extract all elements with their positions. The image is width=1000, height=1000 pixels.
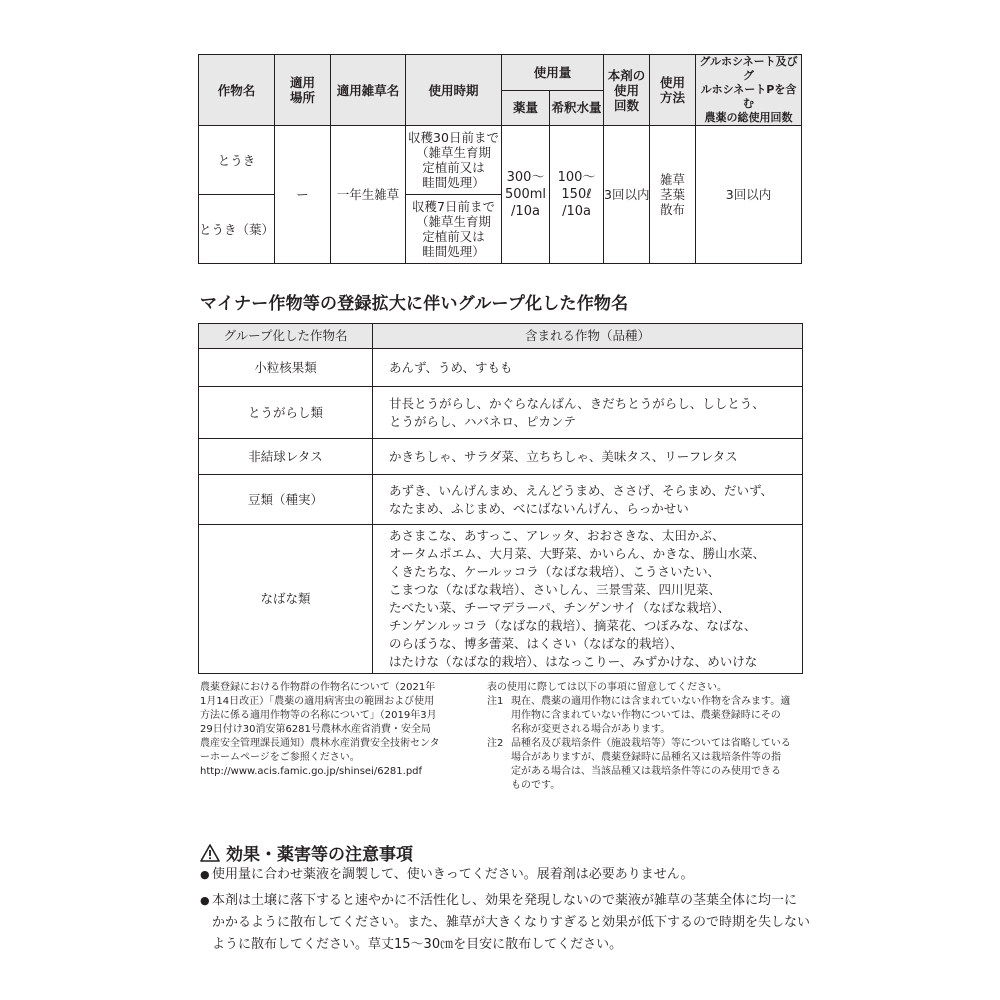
- warning-triangle-icon: [200, 844, 220, 862]
- footnote-reference-text: 農薬登録における作物群の作物名について（2021年 1月14日改正）「農薬の適用病害虫の範囲および使用 方法に係る適用作物等の名称について」（2019年3月 29日付け30消安第6281号農林水産省消費・安全局 農産安全管理課長通知）農林水産消費安全技術センタ ーホームページをご参照ください。 http://www.acis.famic.go.jp/shinsei/6281.pdf: [200, 682, 440, 777]
- dilution-text: 100～ 150ℓ /10a: [557, 170, 596, 219]
- header-count: [604, 55, 650, 126]
- warning-list: [200, 864, 820, 956]
- header-crop: 作物名: [199, 55, 275, 126]
- timing-cell: [406, 195, 502, 264]
- group-crops: [373, 439, 803, 475]
- group-crops-text: かきちしゃ、サラダ菜、立ちちしゃ、美味タス、リーフレタス: [389, 448, 738, 464]
- header-place: [275, 55, 331, 126]
- group-name: なばな類: [199, 525, 373, 674]
- group-name: 小粒核果類: [199, 349, 373, 387]
- group-crops-text: あずき、いんげんまめ、えんどうまめ、ささげ、そらまめ、だいず、 なたまめ、ふじまめ、べにばないんげん、らっかせい: [389, 482, 774, 516]
- group-name: 豆類（種実）: [199, 475, 373, 525]
- footnote-note: [487, 695, 807, 737]
- method-cell: [650, 126, 696, 264]
- note-text: 現在、農薬の適用作物には含まれていない作物を含みます。適 用作物に含まれていない作物については、農薬登録時にその 名称が変更される場合があります。: [511, 696, 791, 735]
- header-dilution: 希釈水量: [550, 90, 604, 126]
- footnote-intro: 表の使用に際しては以下の事項に留意してください。: [487, 682, 727, 693]
- note-text: 品種名及び栽培条件（施設栽培等）等については省略している 場合がありますが、農薬登録時に品種名又は栽培条件等の指 定がある場合は、当該品種又は栽培条件等にのみ使用できる ものです。: [511, 738, 791, 791]
- group-crops-text: あんず、うめ、すもも: [389, 359, 513, 375]
- footnote-note: [487, 737, 807, 793]
- footnote-notes: [487, 681, 807, 793]
- total-cell: 3回以内: [696, 126, 802, 264]
- method-text: 雑草 茎葉 散布: [660, 172, 686, 217]
- group-name: とうがらし類: [199, 387, 373, 439]
- warning-heading: [200, 840, 413, 865]
- crop-cell: とうき（葉）: [199, 195, 275, 264]
- application-table: [198, 54, 802, 264]
- warning-title: 効果・薬害等の注意事項: [226, 845, 413, 865]
- header-usage: 使用量: [502, 55, 604, 91]
- warning-item: [200, 864, 820, 886]
- chem-amount-cell: [502, 126, 550, 264]
- header-chem-amount: 薬量: [502, 90, 550, 126]
- header-count-text: 本剤の 使用 回数: [607, 67, 646, 113]
- bullet-icon: ●: [200, 868, 210, 881]
- header-place-text: 適用 場所: [289, 75, 315, 105]
- crop-cell: とうき: [199, 126, 275, 195]
- header-group: グループ化した作物名: [199, 324, 373, 349]
- group-crops: [373, 349, 803, 387]
- group-crops: [373, 475, 803, 525]
- bullet-icon: ●: [200, 894, 210, 907]
- warning-item: [200, 890, 820, 956]
- header-total: [696, 55, 802, 126]
- place-cell: ー: [275, 126, 331, 264]
- header-method: [650, 55, 696, 126]
- weeds-cell: 一年生雑草: [331, 126, 406, 264]
- timing-text: 収穫7日前まで （雑草生育期 定植前又は 畦間処理）: [412, 199, 495, 259]
- group-crops: [373, 387, 803, 439]
- note-label: 注1: [487, 696, 504, 707]
- section-title: マイナー作物等の登録拡大に伴いグループ化した作物名: [200, 294, 629, 314]
- header-timing: 使用時期: [406, 55, 502, 126]
- group-crops: [373, 525, 803, 674]
- header-method-text: 使用 方法: [660, 75, 686, 105]
- header-total-text: グルホシネート及びグ ルホシネートPを含む 農薬の総使用回数: [699, 55, 798, 124]
- group-crops-text: 甘長とうがらし、かぐらなんばん、きだちとうがらし、ししとう、 とうがらし、ハバネロ、ピカンテ: [389, 395, 765, 429]
- warning-item-text: 使用量に合わせ薬液を調製して、使いきってください。展着剤は必要ありません。: [212, 867, 694, 882]
- header-crops: 含まれる作物（品種）: [373, 324, 803, 349]
- count-cell: 3回以内: [604, 126, 650, 264]
- note-label: 注2: [487, 738, 504, 749]
- chem-amount-text: 300～ 500ml /10a: [504, 170, 547, 219]
- timing-text: 収穫30日前まで （雑草生育期 定植前又は 畦間処理）: [408, 130, 499, 190]
- dilution-cell: [550, 126, 604, 264]
- footnote-reference: [200, 681, 470, 779]
- group-crops-text: あさまこな、あすっこ、アレッタ、おおさきな、太田かぶ、 オータムポエム、大月菜、大野菜、かいらん、かきな、勝山水菜、 くきたちな、ケールッコラ（なばな栽培）、こうさいたい、 こまつな（なばな栽培）、さいしん、三景雪菜、四川児菜、 たべたい菜、チーマデラーパ、チンゲンサイ（なばな栽培）、 チンゲンルッコラ（なばな的栽培）、摘菜花、つぼみな、なばな、 のらぼうな、博多蕾菜、はくさい（なばな的栽培）、 はたけな（なばな的栽培）、はなっこりー、みずかけな、めいけな: [389, 528, 766, 669]
- timing-cell: [406, 126, 502, 195]
- header-weeds: 適用雑草名: [331, 55, 406, 126]
- crop-group-table: [198, 323, 803, 674]
- warning-item-text: 本剤は土壌に落下すると速やかに不活性化し、効果を発現しないので薬液が雑草の茎葉全体に均一に かかるように散布してください。また、雑草が大きくなりすぎると効果が低下するので時期を失しない ように散布してください。草丈15～30㎝を目安に散布してください。: [212, 893, 811, 952]
- group-name: 非結球レタス: [199, 439, 373, 475]
